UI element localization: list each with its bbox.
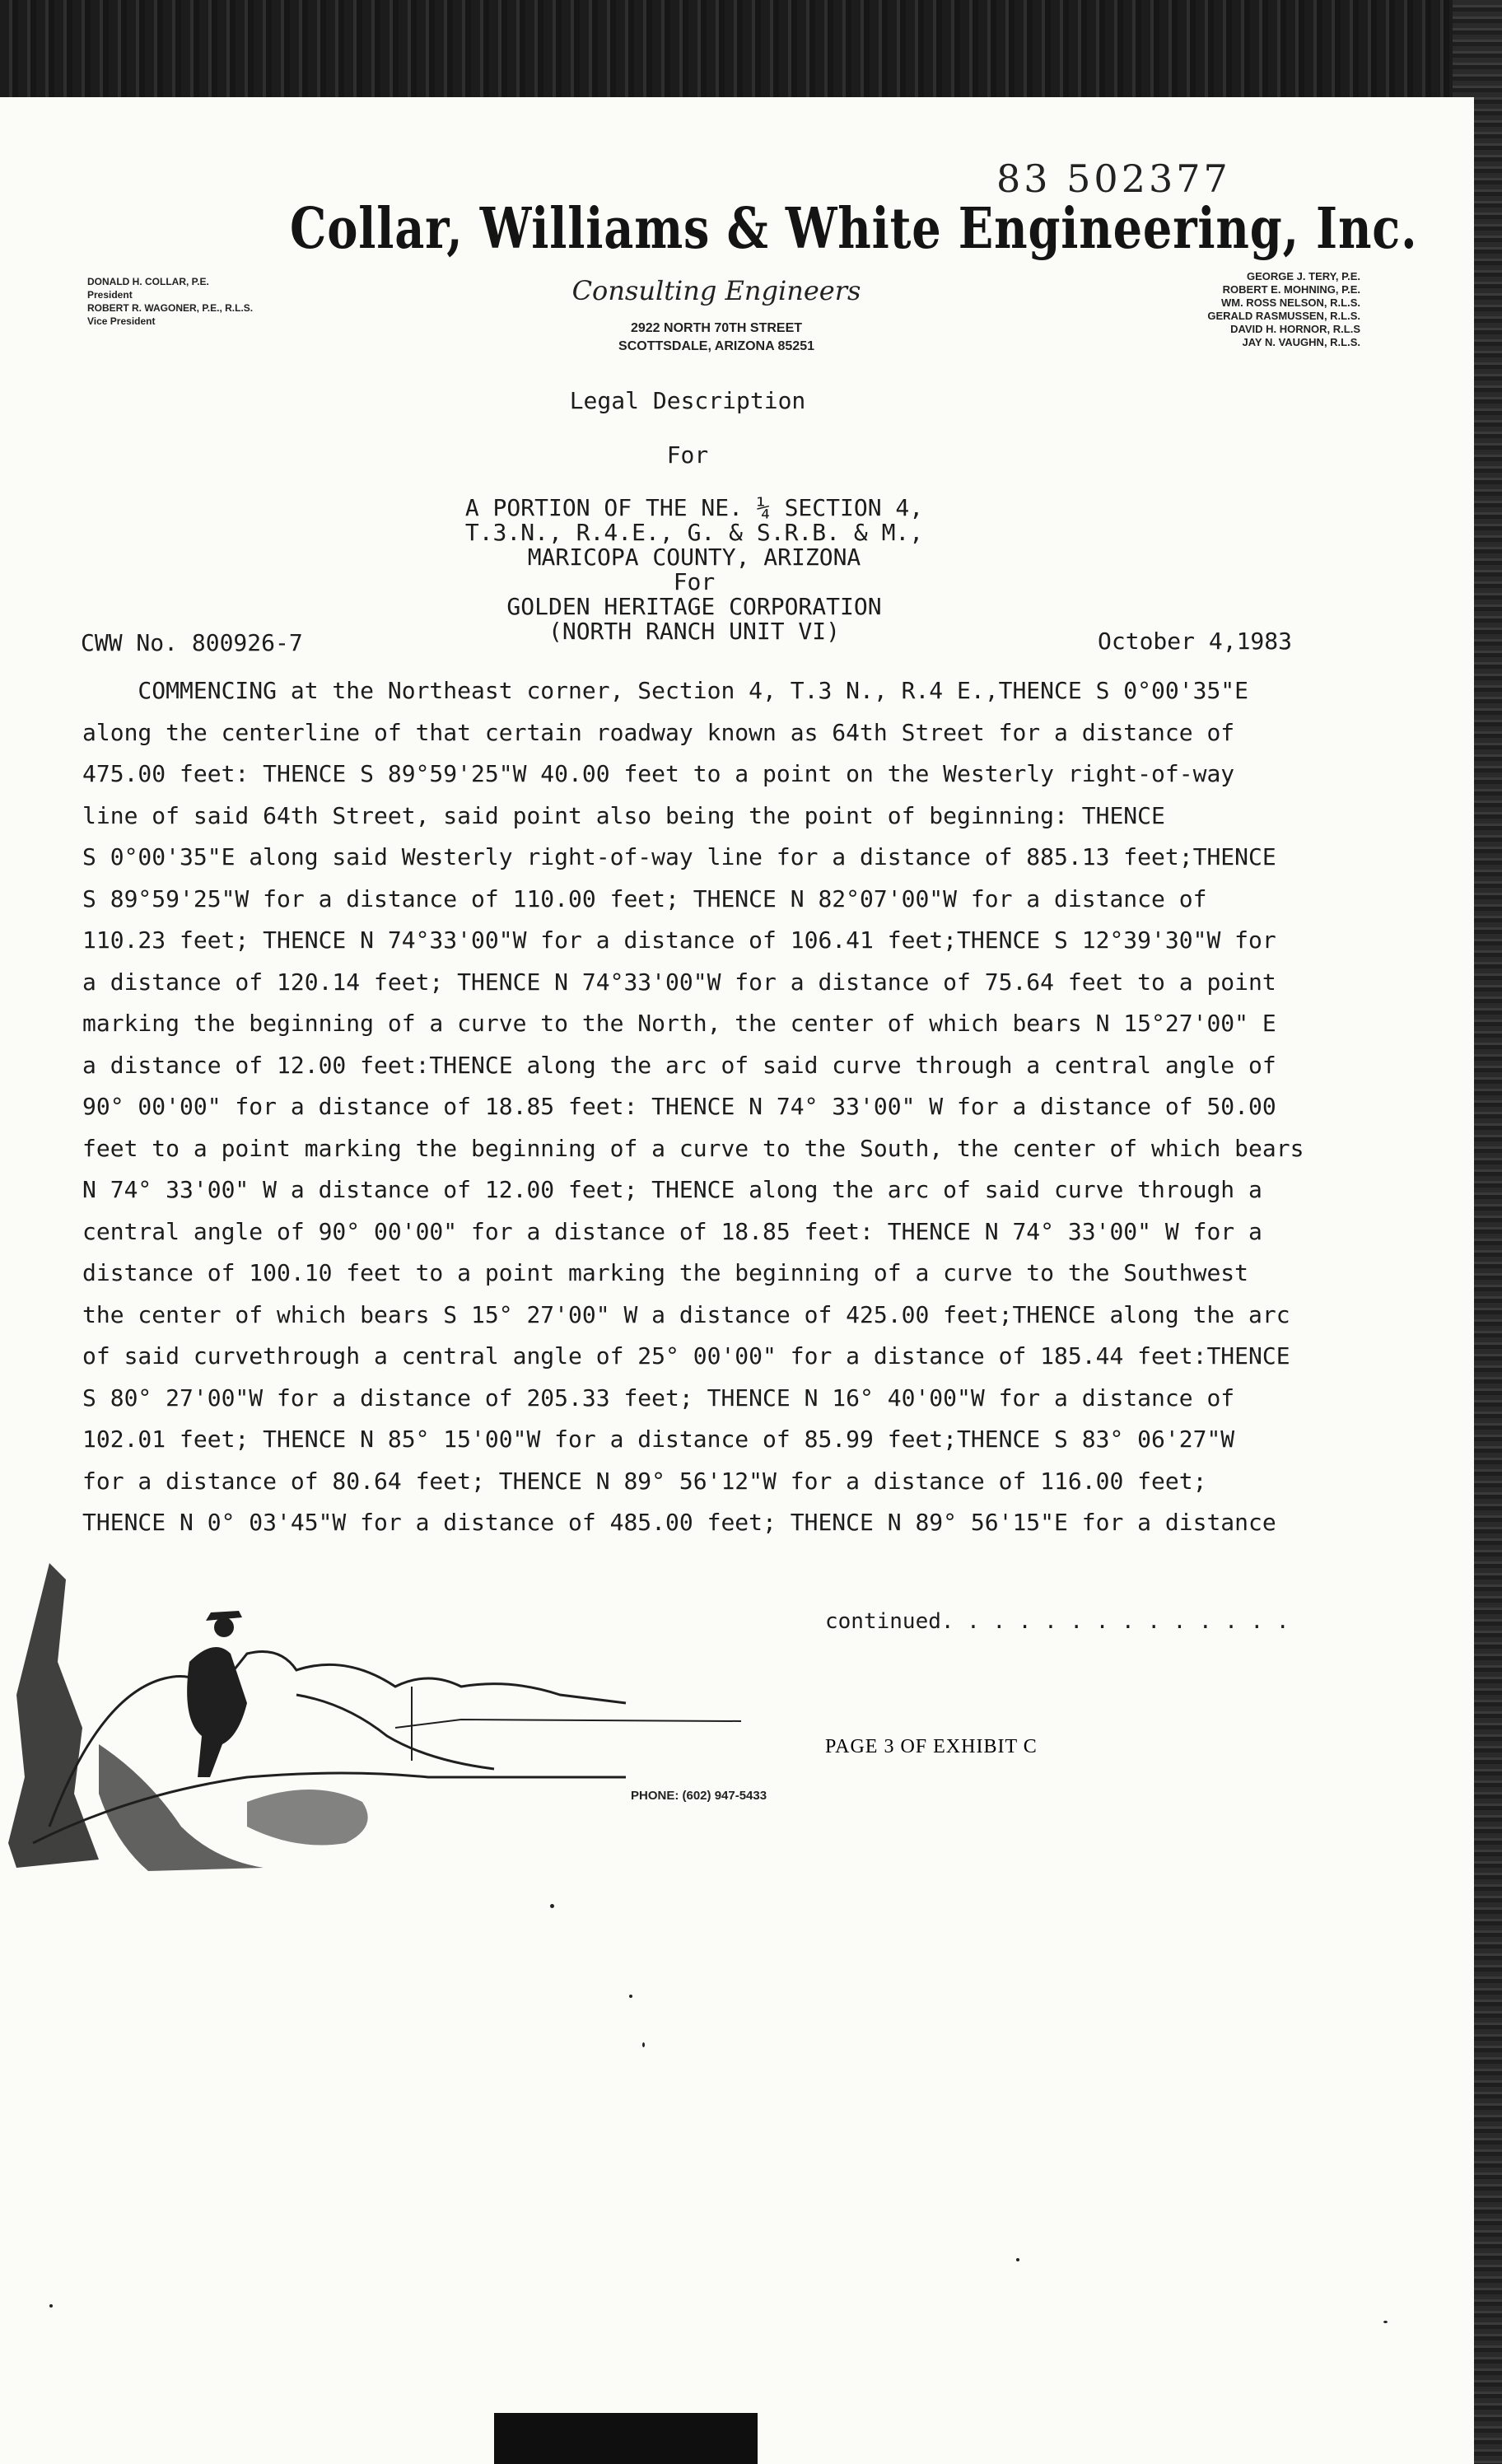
officer-line: ROBERT R. WAGONER, P.E., R.L.S. [87, 302, 254, 314]
officer-line: JAY N. VAUGHN, R.L.S. [1242, 336, 1360, 348]
scan-speck [49, 2304, 53, 2308]
body-line: marking the beginning of a curve to the North, the center of which bears N 15°27'00" E [82, 1010, 1276, 1037]
scan-speck [642, 2042, 645, 2047]
officer-line: WM. ROSS NELSON, R.L.S. [1220, 296, 1360, 309]
body-line: N 74° 33'00" W a distance of 12.00 feet; THENCE along the arc of said curve through a [82, 1176, 1262, 1203]
heading-portion-2: T.3.N., R.4.E., G. & S.R.B. & M., [464, 519, 924, 546]
body-line: COMMENCING at the Northeast corner, Section 4, T.3 N., R.4 E.,THENCE S 0°00'35"E [82, 677, 1249, 704]
heading-portion-3: MARICOPA COUNTY, ARIZONA [527, 544, 861, 571]
body-line: of said curvethrough a central angle of 25° 00'00" for a distance of 185.44 feet:THENCE [82, 1342, 1290, 1370]
body-line: S 0°00'35"E along said Westerly right-of-way line for a distance of 885.13 feet;THENCE [82, 843, 1276, 870]
heading-title: Legal Description [569, 387, 806, 414]
body-line: a distance of 12.00 feet:THENCE along the arc of said curve through a central angle of [82, 1051, 1276, 1079]
body-line: distance of 100.10 feet to a point marking the beginning of a curve to the Southwest [82, 1259, 1249, 1286]
body-line: central angle of 90° 00'00" for a distance of 18.85 feet: THENCE N 74° 33'00" W for a [82, 1217, 1262, 1245]
legal-description-body [82, 670, 1383, 1544]
officer-line: ROBERT E. MOHNING, P.E. [1222, 283, 1360, 296]
firm-address [511, 320, 922, 356]
body-line: feet to a point marking the beginning of a curve to the South, the center of which bears [82, 1134, 1304, 1162]
firm-subtitle: Consulting Engineers [571, 275, 861, 306]
officer-line: DONALD H. COLLAR, P.E. [87, 276, 209, 287]
officers-right [1071, 270, 1360, 349]
document-number: 83 502377 [996, 156, 1231, 201]
officer-line: GEORGE J. TERY, P.E. [1247, 270, 1360, 282]
body-line: S 89°59'25"W for a distance of 110.00 feet; THENCE N 82°07'00"W for a distance of [82, 884, 1207, 912]
scan-border-top [0, 0, 1502, 97]
body-line: 102.01 feet; THENCE N 85° 15'00"W for a distance of 85.99 feet;THENCE S 83° 06'27"W [82, 1426, 1235, 1453]
heading-for: For [666, 441, 709, 469]
continued-marker: continued. . . . . . . . . . . . . . [825, 1609, 1290, 1634]
body-line: the center of which bears S 15° 27'00" W a distance of 425.00 feet;THENCE along the arc [82, 1300, 1290, 1328]
body-line: 90° 00'00" for a distance of 18.85 feet: THENCE N 74° 33'00" W for a distance of 50.00 [82, 1093, 1276, 1120]
officer-line: President [87, 289, 133, 301]
scan-speck [1383, 2321, 1388, 2323]
scan-speck [629, 1995, 632, 1998]
officers-left [87, 275, 384, 328]
body-line: along the centerline of that certain roadway known as 64th Street for a distance of [82, 718, 1235, 746]
scan-speck [550, 1904, 554, 1908]
document-date: October 4,1983 [1098, 628, 1293, 655]
address-line: 2922 NORTH 70TH STREET [630, 321, 803, 335]
heading-client: GOLDEN HERITAGE CORPORATION [506, 593, 882, 620]
officer-line: Vice President [87, 315, 156, 327]
officer-line: GERALD RASMUSSEN, R.L.S. [1207, 310, 1360, 322]
officer-line: DAVID H. HORNOR, R.L.S [1230, 323, 1360, 335]
body-line: THENCE N 0° 03'45"W for a distance of 485.00 feet; THENCE N 89° 56'15"E for a distance [82, 1509, 1276, 1536]
heading-portion-1: A PORTION OF THE NE. ¼ SECTION 4, [464, 494, 924, 521]
body-line: line of said 64th Street, said point also being the point of beginning: THENCE [82, 801, 1165, 829]
heading-unit: (NORTH RANCH UNIT VI) [548, 618, 840, 645]
body-line: 475.00 feet: THENCE S 89°59'25"W 40.00 feet to a point on the Westerly right-of-way [82, 760, 1235, 787]
cww-number: CWW No. 800926-7 [81, 629, 303, 656]
body-line: a distance of 120.14 feet; THENCE N 74°33'00"W for a distance of 75.64 feet to a point [82, 968, 1276, 996]
firm-name: Collar, Williams & White Engineering, Inc. [290, 196, 1418, 262]
firm-phone: PHONE: (602) 947-5433 [631, 1789, 767, 1803]
body-line: 110.23 feet; THENCE N 74°33'00"W for a distance of 106.41 feet;THENCE S 12°39'30"W for [82, 926, 1276, 954]
scan-speck [1016, 2258, 1019, 2261]
document-page [0, 97, 1474, 2464]
body-line: S 80° 27'00"W for a distance of 205.33 feet; THENCE N 16° 40'00"W for a distance of [82, 1384, 1235, 1412]
heading-for-2: For [673, 568, 716, 595]
desert-rider-illustration [0, 1530, 791, 1876]
scan-border-bottom [494, 2413, 758, 2464]
page-label: PAGE 3 OF EXHIBIT C [825, 1736, 1038, 1757]
body-line: for a distance of 80.64 feet; THENCE N 89° 56'12"W for a distance of 116.00 feet; [82, 1467, 1207, 1495]
address-line: SCOTTSDALE, ARIZONA 85251 [618, 339, 814, 353]
